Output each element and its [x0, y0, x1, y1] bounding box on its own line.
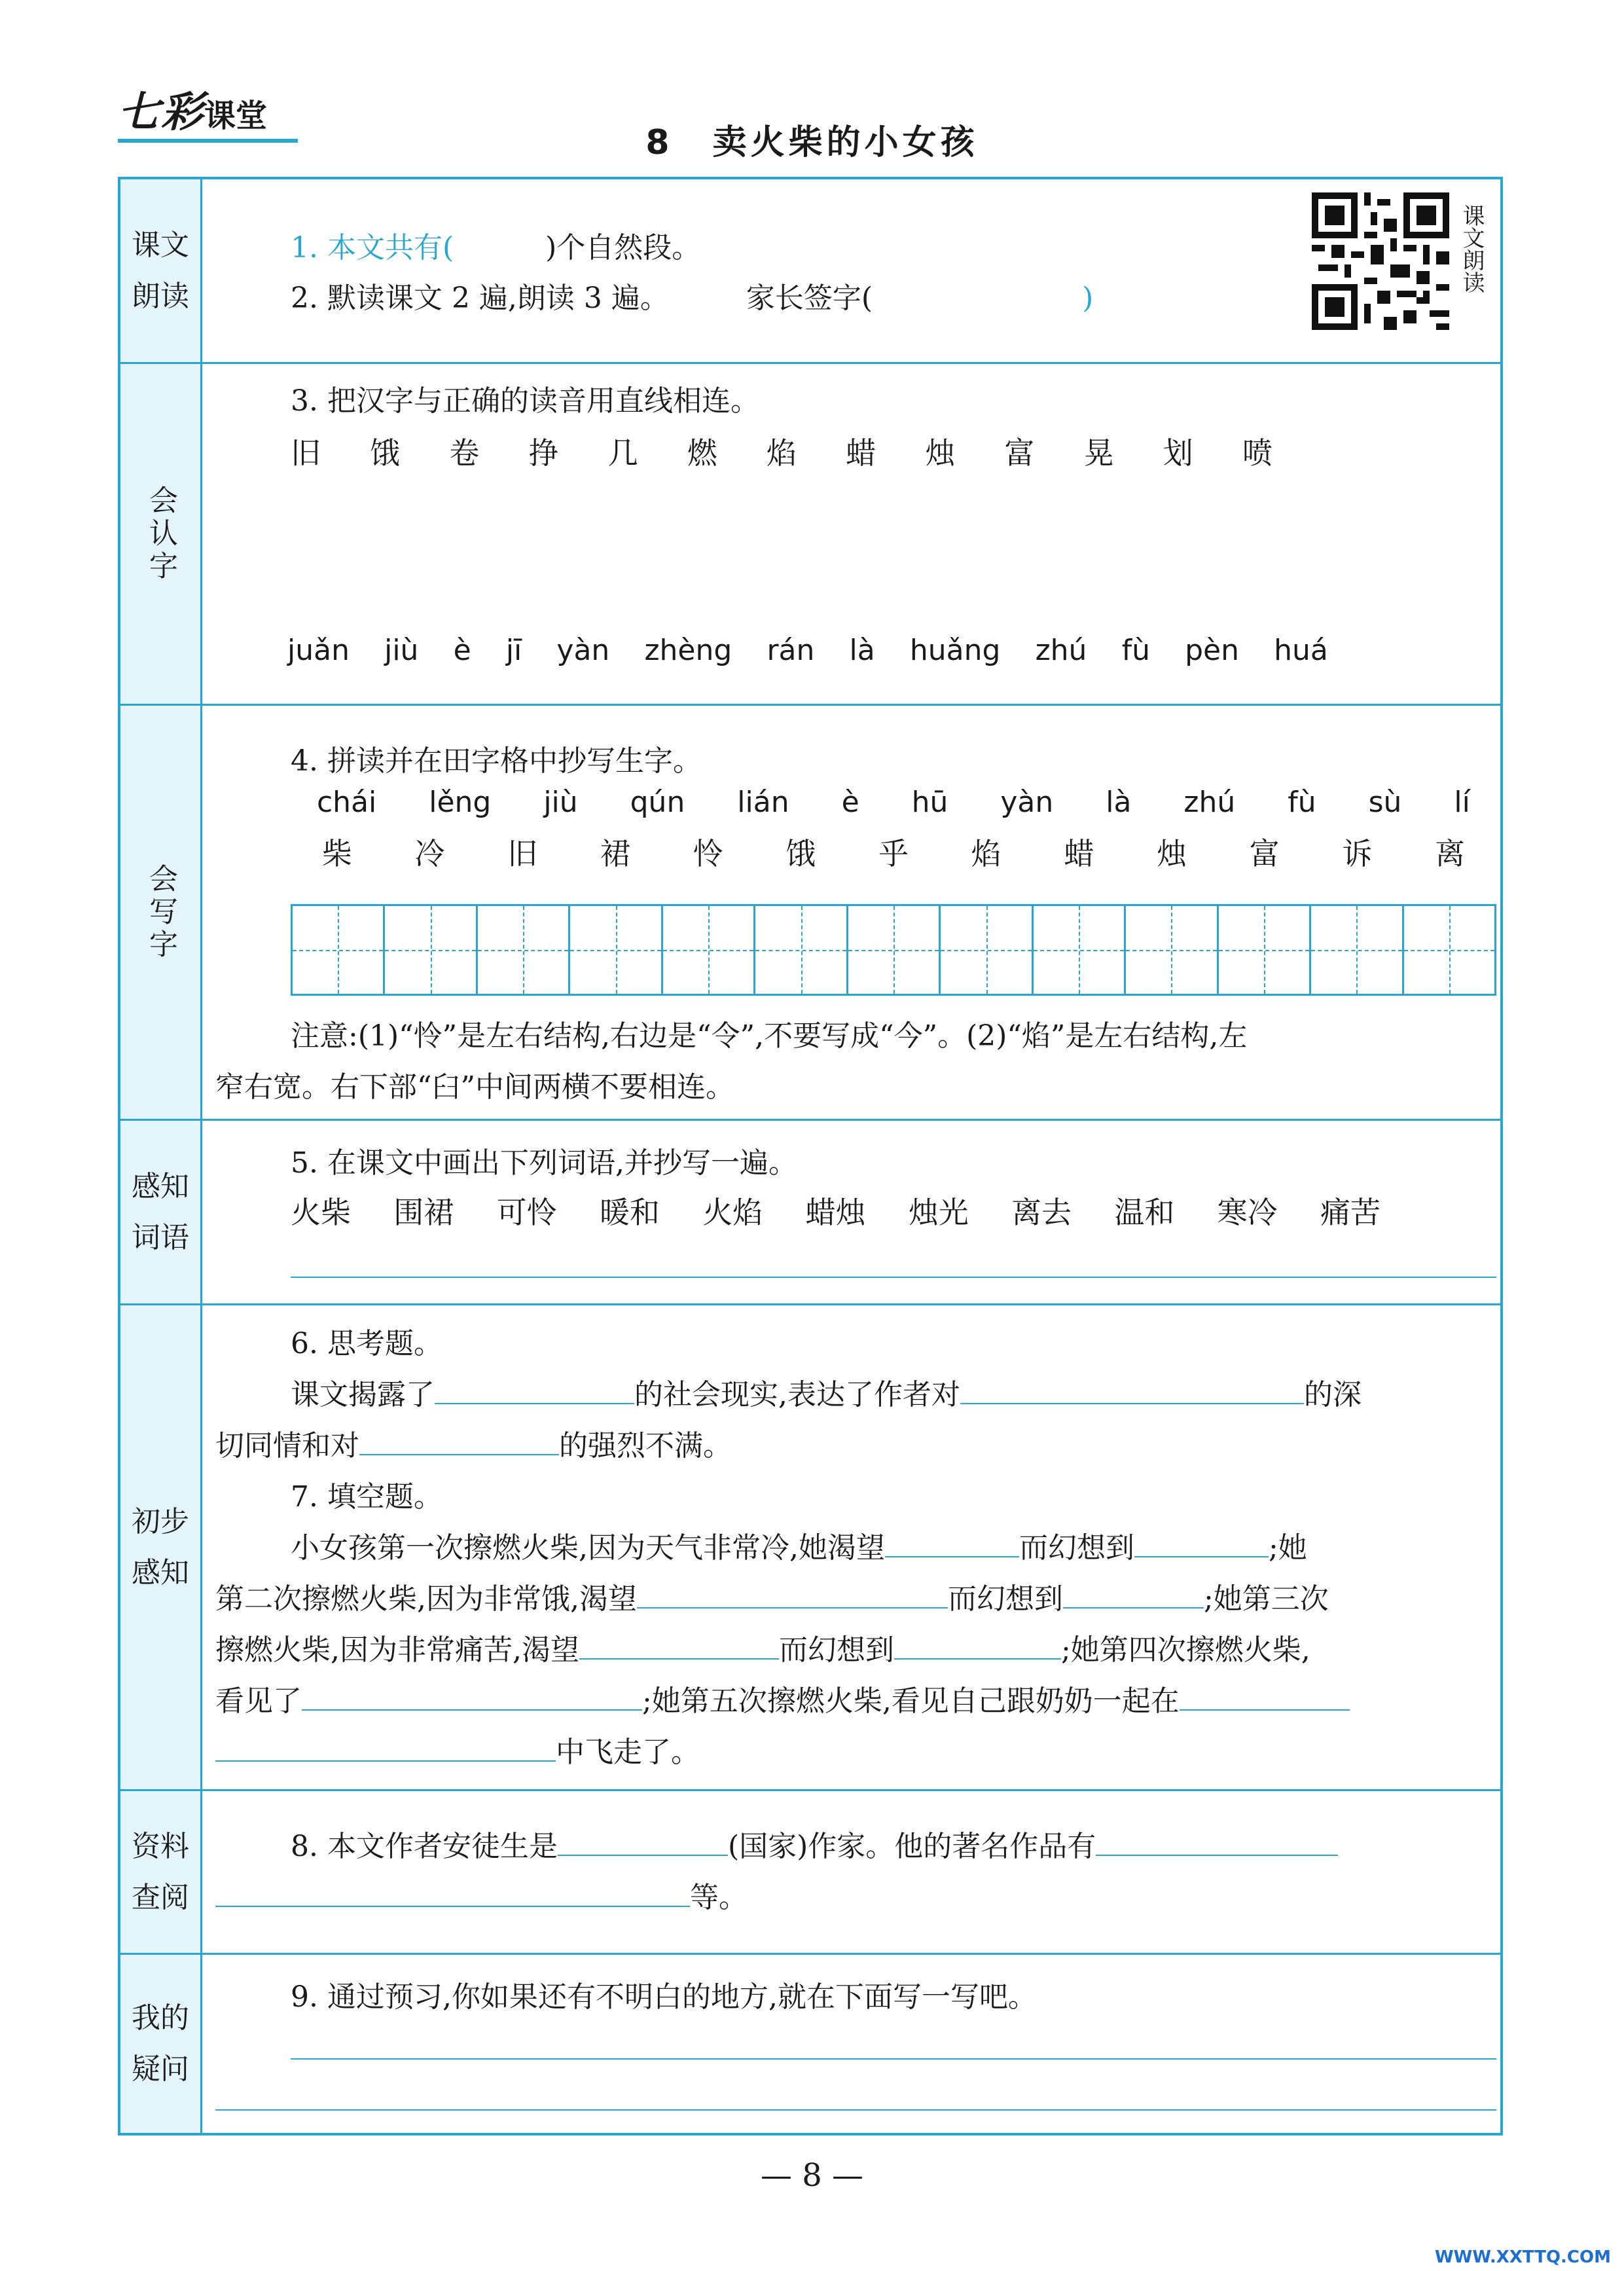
write-pinyin: sù: [1368, 786, 1402, 819]
recognize-char: 晃: [1083, 435, 1114, 471]
section-perceive: [120, 1305, 1500, 1791]
section-questions: [120, 1955, 1500, 2133]
word-item: 蜡烛: [805, 1195, 866, 1230]
brand-name: 七彩: [118, 88, 204, 137]
write-pinyin: hū: [911, 786, 948, 819]
write-pinyin: jiù: [543, 786, 578, 819]
write-pinyin: zhú: [1183, 786, 1236, 819]
write-char: 烛: [1157, 836, 1187, 871]
recognize-pinyin: pèn: [1185, 634, 1240, 667]
recognize-pinyin: zhú: [1035, 634, 1087, 667]
tianzige-cell[interactable]: [1034, 906, 1126, 994]
word-item: 可怜: [496, 1195, 557, 1230]
write-char: 蜡: [1064, 836, 1094, 871]
worksheet-table: [118, 177, 1503, 2135]
write-char: 饿: [785, 836, 816, 871]
recognize-char: 饿: [370, 435, 401, 471]
page-number: — 8 —: [760, 2157, 864, 2194]
write-pinyin: fù: [1288, 786, 1316, 819]
q7-line-3: 擦燃火柴,因为非常痛苦,渴望 而幻想到 ;她第四次擦燃火柴,: [215, 1626, 1310, 1668]
tianzige-cell[interactable]: [663, 906, 755, 994]
q7-line-5: 中飞走了。: [215, 1728, 700, 1770]
recognize-char: 喷: [1242, 435, 1272, 471]
writing-line[interactable]: [291, 2058, 1496, 2060]
note-line-2: 窄右宽。右下部“臼”中间两横不要相连。: [215, 1070, 734, 1104]
section-reading: [120, 179, 1500, 364]
answer-blank[interactable]: [215, 1878, 690, 1907]
write-pinyin: là: [1106, 786, 1132, 819]
tianzige-cell[interactable]: [941, 906, 1033, 994]
qr-label: 课文朗读: [1458, 204, 1485, 293]
write-pinyin: yàn: [1000, 786, 1054, 819]
write-char: 富: [1249, 836, 1280, 871]
recognize-pinyin: yàn: [556, 634, 610, 667]
answer-blank[interactable]: [359, 1426, 559, 1455]
recognize-pinyin: jiù: [384, 634, 419, 667]
tianzige-cell[interactable]: [848, 906, 941, 994]
word-item: 烛光: [908, 1195, 969, 1230]
q7-line-2: 第二次擦燃火柴,因为非常饿,渴望 而幻想到 ;她第三次: [215, 1575, 1329, 1617]
lesson-number: 8: [645, 123, 674, 162]
section-label: 感知词语: [120, 1121, 202, 1303]
tianzige-cell[interactable]: [1219, 906, 1311, 994]
q7-line-1: 小女孩第一次擦燃火柴,因为天气非常冷,她渴望 而幻想到 ;她: [291, 1524, 1307, 1566]
answer-blank[interactable]: [885, 1529, 1019, 1557]
recognize-char: 卷: [449, 435, 480, 471]
word-item: 寒冷: [1217, 1195, 1278, 1230]
q8-line-2: 等。: [215, 1874, 748, 1916]
tianzige-cell[interactable]: [293, 906, 385, 994]
write-char: 柴: [321, 836, 352, 871]
word-item: 火焰: [702, 1195, 763, 1230]
question-9: 9. 通过预习,你如果还有不明白的地方,就在下面写一写吧。: [291, 1980, 1037, 2014]
answer-blank[interactable]: [1096, 1827, 1338, 1856]
section-words: [120, 1121, 1500, 1305]
recognize-pinyin: fù: [1121, 634, 1150, 667]
answer-blank[interactable]: [960, 1375, 1304, 1404]
page-title: [0, 115, 1624, 164]
recognize-char: 蜡: [846, 435, 876, 471]
copy-line[interactable]: [291, 1277, 1496, 1278]
recognize-pinyin: jī: [505, 634, 522, 667]
write-char: 怜: [693, 836, 723, 871]
recognize-char-list: [291, 429, 1272, 473]
section-reference: [120, 1791, 1500, 1955]
word-item: 暖和: [599, 1195, 660, 1230]
recognize-char: 富: [1004, 435, 1035, 471]
question-1: 1. 本文共有( )个自然段。: [291, 231, 701, 264]
answer-blank[interactable]: [302, 1682, 642, 1711]
section-label: 会写字: [120, 706, 202, 1119]
write-char: 诉: [1342, 836, 1373, 871]
recognize-pinyin: rán: [767, 634, 815, 667]
section-label: 会认字: [120, 364, 202, 704]
recognize-char: 燃: [687, 435, 717, 471]
question-5: 5. 在课文中画出下列词语,并抄写一遍。: [291, 1146, 797, 1180]
q6-line-1: 课文揭露了 的社会现实,表达了作者对 的深: [291, 1371, 1362, 1413]
recognize-char: 几: [607, 435, 638, 471]
write-pinyin: è: [841, 786, 859, 819]
write-pinyin: qún: [630, 786, 685, 819]
write-char-list: [291, 830, 1496, 873]
write-pinyin: chái: [316, 786, 377, 819]
write-char: 冷: [414, 836, 445, 871]
word-list: [291, 1189, 1380, 1232]
word-item: 痛苦: [1320, 1195, 1380, 1230]
q6-line-2: 切同情和对 的强烈不满。: [215, 1422, 732, 1464]
note-line-1: 注意:(1)“怜”是左右结构,右边是“令”,不要写成“今”。(2)“焰”是左右结构,左: [291, 1019, 1248, 1053]
question-2: 2. 默读课文 2 遍,朗读 3 遍。 家长签字( ): [291, 282, 1094, 315]
tianzige-cell[interactable]: [755, 906, 848, 994]
section-recognize: [120, 364, 1500, 706]
tianzige-cell[interactable]: [1126, 906, 1218, 994]
watermark: WWW.XXTTQ.COM: [1435, 2247, 1611, 2267]
recognize-pinyin: juǎn: [287, 634, 350, 667]
recognize-char: 烛: [925, 435, 956, 471]
question-6: 6. 思考题。: [291, 1327, 442, 1360]
answer-blank[interactable]: [215, 1733, 556, 1762]
answer-blank[interactable]: [579, 1631, 779, 1660]
section-write: [120, 706, 1500, 1121]
question-3: 3. 把汉字与正确的读音用直线相连。: [291, 384, 759, 418]
recognize-char: 挣: [528, 435, 559, 471]
word-item: 火柴: [291, 1195, 351, 1230]
write-pinyin: lián: [737, 786, 789, 819]
question-4: 4. 拼读并在田字格中抄写生字。: [291, 744, 702, 778]
section-label: 初步感知: [120, 1305, 202, 1789]
answer-blank[interactable]: [1063, 1580, 1204, 1608]
brand-sub: 课堂: [204, 98, 268, 134]
recognize-pinyin: huǎng: [909, 634, 1001, 667]
answer-blank[interactable]: [894, 1631, 1061, 1660]
recognize-pinyin: là: [849, 634, 875, 667]
tianzige-cell[interactable]: [385, 906, 477, 994]
write-pinyin: lí: [1454, 786, 1470, 819]
word-item: 离去: [1011, 1195, 1072, 1230]
write-char: 焰: [971, 836, 1001, 871]
answer-blank[interactable]: [1134, 1529, 1269, 1557]
tianzige-cell[interactable]: [478, 906, 570, 994]
word-item: 温和: [1114, 1195, 1175, 1230]
section-label: 课文朗读: [120, 179, 202, 362]
answer-blank[interactable]: [435, 1375, 634, 1404]
section-label: 资料查阅: [120, 1791, 202, 1953]
answer-blank[interactable]: [637, 1580, 948, 1608]
write-pinyin-list: [291, 786, 1496, 819]
q8-line-1: 8. 本文作者安徒生是 (国家)作家。他的著名作品有: [291, 1823, 1338, 1864]
recognize-char: 划: [1163, 435, 1193, 471]
write-char: 裙: [600, 836, 630, 871]
recognize-char: 旧: [291, 435, 321, 471]
tianzige-grid[interactable]: [291, 904, 1496, 996]
write-pinyin: lěng: [429, 786, 492, 819]
recognize-pinyin: huá: [1274, 634, 1328, 667]
word-item: 围裙: [393, 1195, 454, 1230]
question-7: 7. 填空题。: [291, 1480, 442, 1514]
write-char: 乎: [878, 836, 909, 871]
recognize-pinyin: zhèng: [644, 634, 732, 667]
recognize-pinyin-list: [287, 634, 1328, 667]
lesson-title: 卖火柴的小女孩: [712, 123, 979, 162]
answer-blank[interactable]: [1180, 1682, 1350, 1711]
section-label: 我的疑问: [120, 1955, 202, 2133]
tianzige-cell[interactable]: [1404, 906, 1494, 994]
recognize-pinyin: è: [453, 634, 471, 667]
qr-code-icon[interactable]: [1312, 192, 1449, 330]
writing-line[interactable]: [215, 2109, 1496, 2111]
tianzige-cell[interactable]: [570, 906, 662, 994]
tianzige-cell[interactable]: [1311, 906, 1403, 994]
recognize-char: 焰: [766, 435, 797, 471]
q7-line-4: 看见了 ;她第五次擦燃火柴,看见自己跟奶奶一起在: [215, 1677, 1350, 1719]
answer-blank[interactable]: [558, 1827, 728, 1856]
write-char: 离: [1435, 836, 1466, 871]
write-char: 旧: [507, 836, 538, 871]
